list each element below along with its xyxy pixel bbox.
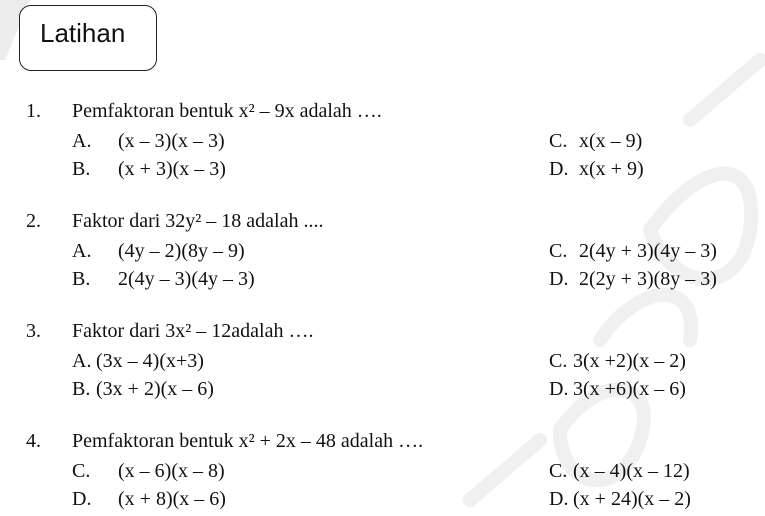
option-text: (3x – 4)(x+3): [96, 350, 204, 372]
option-label: B.: [72, 268, 91, 290]
option-label: D.: [549, 158, 569, 180]
option-label: A.: [72, 350, 92, 372]
option-label: B.: [72, 158, 91, 180]
option-b: [72, 157, 226, 181]
option-a: [72, 349, 204, 373]
option-label: C.: [549, 460, 568, 482]
option-text: 3(x +6)(x – 6): [573, 378, 686, 400]
question-number: 2.: [26, 210, 41, 232]
option-text: x(x + 9): [579, 158, 644, 180]
option-text: 2(4y – 3)(4y – 3): [118, 268, 255, 290]
option-c: [549, 459, 690, 483]
option-label: C.: [549, 350, 568, 372]
option-label: A.: [72, 130, 92, 152]
option-label: C.: [72, 460, 91, 482]
option-a: [72, 239, 245, 263]
option-label: D.: [72, 488, 92, 510]
option-text: 3(x +2)(x – 2): [573, 350, 686, 372]
option-text: x(x – 9): [579, 130, 643, 152]
option-label: D.: [549, 268, 569, 290]
option-label: D.: [549, 378, 569, 400]
question-text: Faktor dari 3x² – 12adalah ….: [72, 320, 314, 342]
option-c: [72, 459, 225, 483]
option-text: (3x + 2)(x – 6): [96, 378, 214, 400]
option-text: 2(4y + 3)(4y – 3): [579, 240, 717, 262]
option-text: (x + 8)(x – 6): [118, 488, 226, 510]
question-text: Pemfaktoran bentuk x² + 2x – 48 adalah ….: [72, 430, 424, 452]
option-label: C.: [549, 240, 568, 262]
page-title: Latihan: [40, 18, 126, 48]
option-c: [549, 129, 642, 153]
question-number: 3.: [26, 320, 41, 342]
option-text: 2(2y + 3)(8y – 3): [579, 268, 717, 290]
option-d: [72, 487, 226, 511]
option-label: D.: [549, 488, 569, 510]
option-label: C.: [549, 130, 568, 152]
option-text: (x – 4)(x – 12): [573, 460, 690, 482]
option-text: (x + 24)(x – 2): [573, 488, 691, 510]
option-label: B.: [72, 378, 91, 400]
question-number: 1.: [26, 100, 41, 122]
option-text: (x – 6)(x – 8): [118, 460, 225, 482]
option-b: [72, 377, 214, 401]
option-d: [549, 377, 686, 401]
option-c: [549, 349, 686, 373]
option-d: [549, 157, 644, 181]
option-text: (x – 3)(x – 3): [118, 130, 225, 152]
question-text: Faktor dari 32y² – 18 adalah ....: [72, 210, 324, 232]
question-text: Pemfaktoran bentuk x² – 9x adalah ….: [72, 100, 382, 122]
option-a: [72, 129, 225, 153]
option-text: (x + 3)(x – 3): [118, 158, 226, 180]
option-d: [549, 267, 717, 291]
option-c: [549, 239, 717, 263]
option-b: [72, 267, 255, 291]
option-d: [549, 487, 691, 511]
question-number: 4.: [26, 430, 41, 452]
option-label: A.: [72, 240, 92, 262]
option-text: (4y – 2)(8y – 9): [118, 240, 245, 262]
